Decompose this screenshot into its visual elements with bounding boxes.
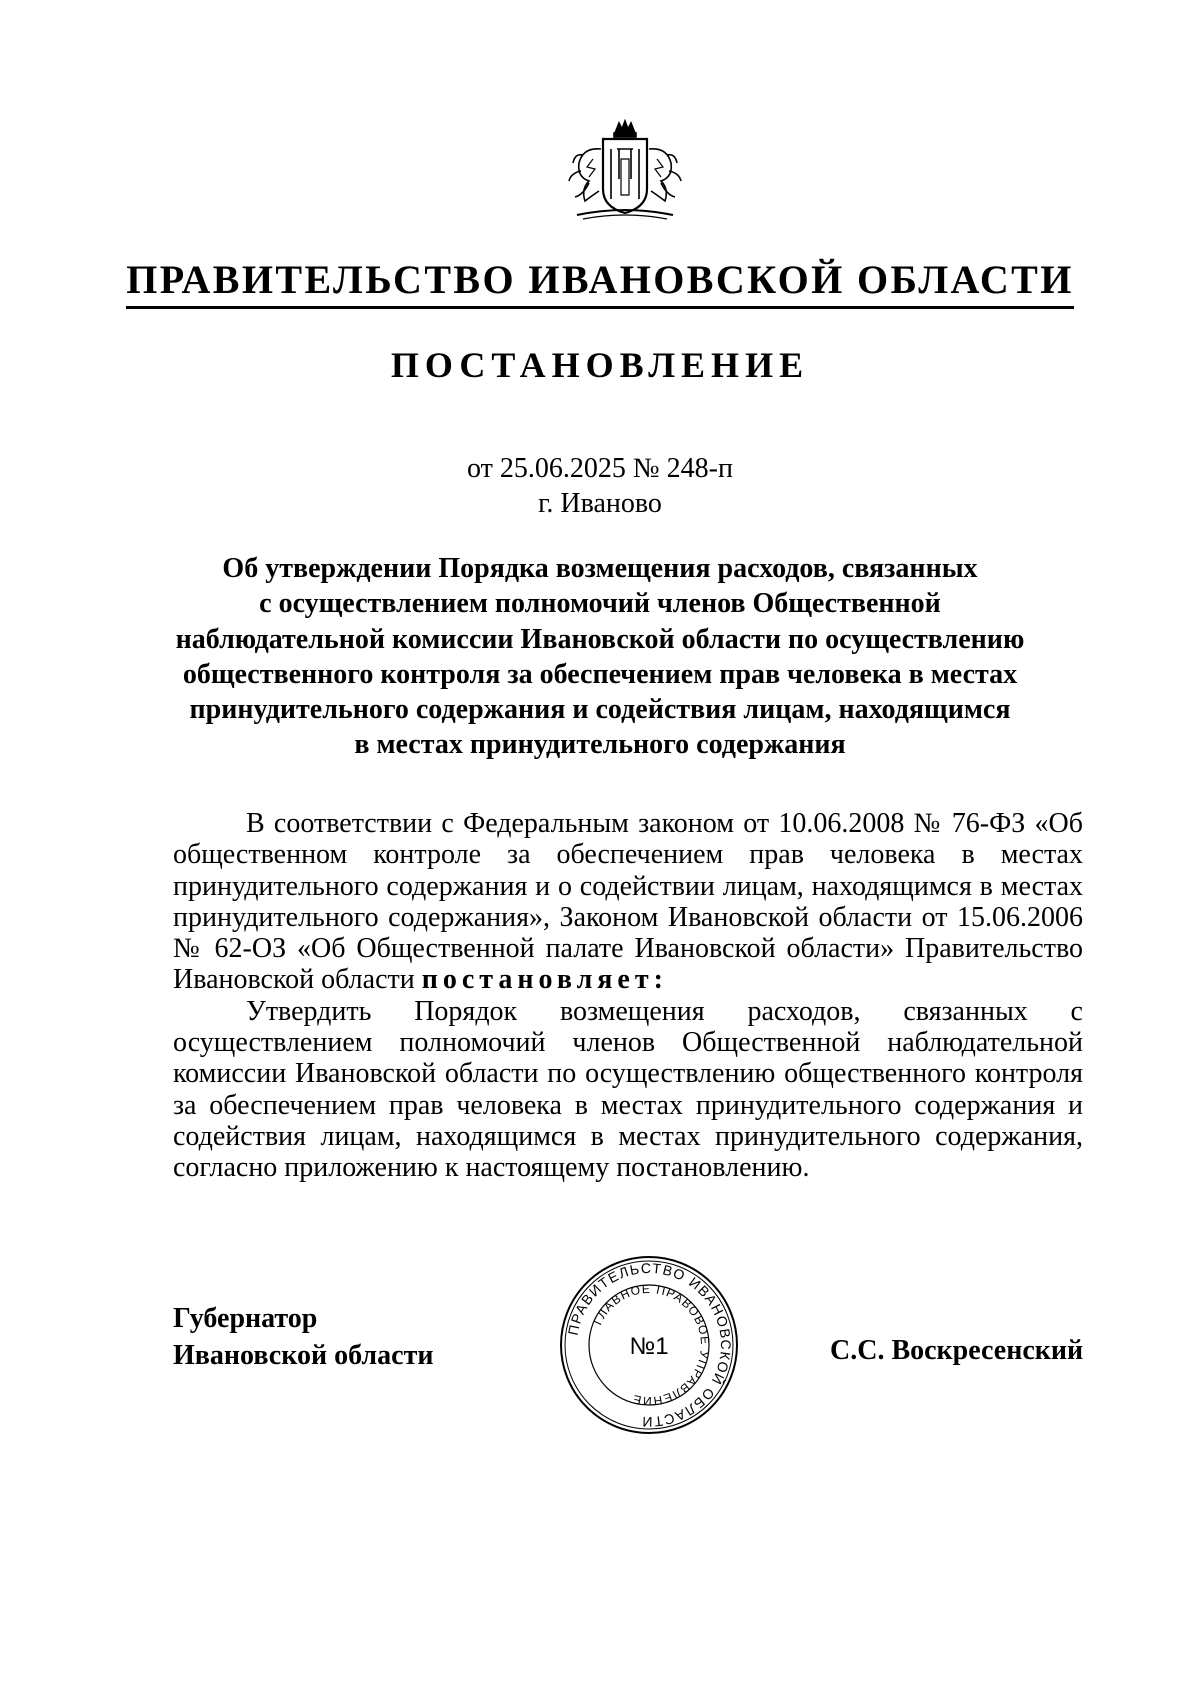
svg-text:ПРАВИТЕЛЬСТВО ИВАНОВСКОЙ ОБЛАС: ПРАВИТЕЛЬСТВО ИВАНОВСКОЙ ОБЛАСТИ xyxy=(564,1259,735,1431)
subject-line: общественного контроля за обеспечением прав человека в местах xyxy=(182,658,1018,690)
signatory-name: С.С. Воскресенский xyxy=(830,1335,1084,1366)
document-city: г. Иваново xyxy=(538,488,662,519)
coat-of-arms-emblem xyxy=(559,119,691,225)
subject-line: принудительного содержания и содействия лицам, находящимся xyxy=(189,694,1011,726)
stamp-number: №1 xyxy=(629,1333,669,1360)
svg-text:ГЛАВНОЕ ПРАВОВОЕ УПРАВЛЕНИЕ: ГЛАВНОЕ ПРАВОВОЕ УПРАВЛЕНИЕ xyxy=(590,1281,713,1409)
organization-title xyxy=(0,257,1200,302)
signatory-position-line: Губернатор xyxy=(173,1303,318,1334)
body-paragraph xyxy=(173,808,1083,996)
subject-line: Об утверждении Порядка возмещения расходов, связанных xyxy=(222,553,978,584)
body-paragraph: Утвердить Порядок возмещения расходов, связанных с осуществлением полномочий членов Общественной наблюдательной комиссии Ивановской области по осуществлению общественного контроля за обеспечением прав человека в местах принудительного содержания и содействия лицам, находящимся в местах принудительного содержания, согласно приложению к настоящему постановлению. xyxy=(173,995,1083,1184)
document-body xyxy=(173,808,1083,1184)
subject-line: с осуществлением полномочий членов Общественной xyxy=(259,588,941,620)
subject-line: в местах принудительного содержания xyxy=(354,729,846,761)
document-type-title: ПОСТАНОВЛЕНИЕ xyxy=(390,345,810,385)
signatory-position-line: Ивановской области xyxy=(173,1340,434,1371)
resolution-keyword: постановляет: xyxy=(421,964,668,996)
document-subject xyxy=(0,551,1200,763)
document-date-number: от 25.06.2025 № 248-п xyxy=(467,453,733,484)
official-seal-stamp xyxy=(557,1253,741,1437)
organization-title-text: ПРАВИТЕЛЬСТВО ИВАНОВСКОЙ ОБЛАСТИ xyxy=(126,257,1073,309)
paragraph-text: В соответствии с Федеральным законом от 10.06.2008 № 76-ФЗ «Об общественном контроле за обеспечением прав человека в местах принудительного содержания и о содействии лицам, находящимся в местах принудительного содержания», Законом Ивановской области от 15.06.2006 № 62-ОЗ «Об Общественной палате Ивановской области» Правительство Ивановской области xyxy=(173,808,1083,996)
signatory-position xyxy=(173,1300,433,1374)
subject-line: наблюдательной комиссии Ивановской области по осуществлению xyxy=(175,623,1025,655)
